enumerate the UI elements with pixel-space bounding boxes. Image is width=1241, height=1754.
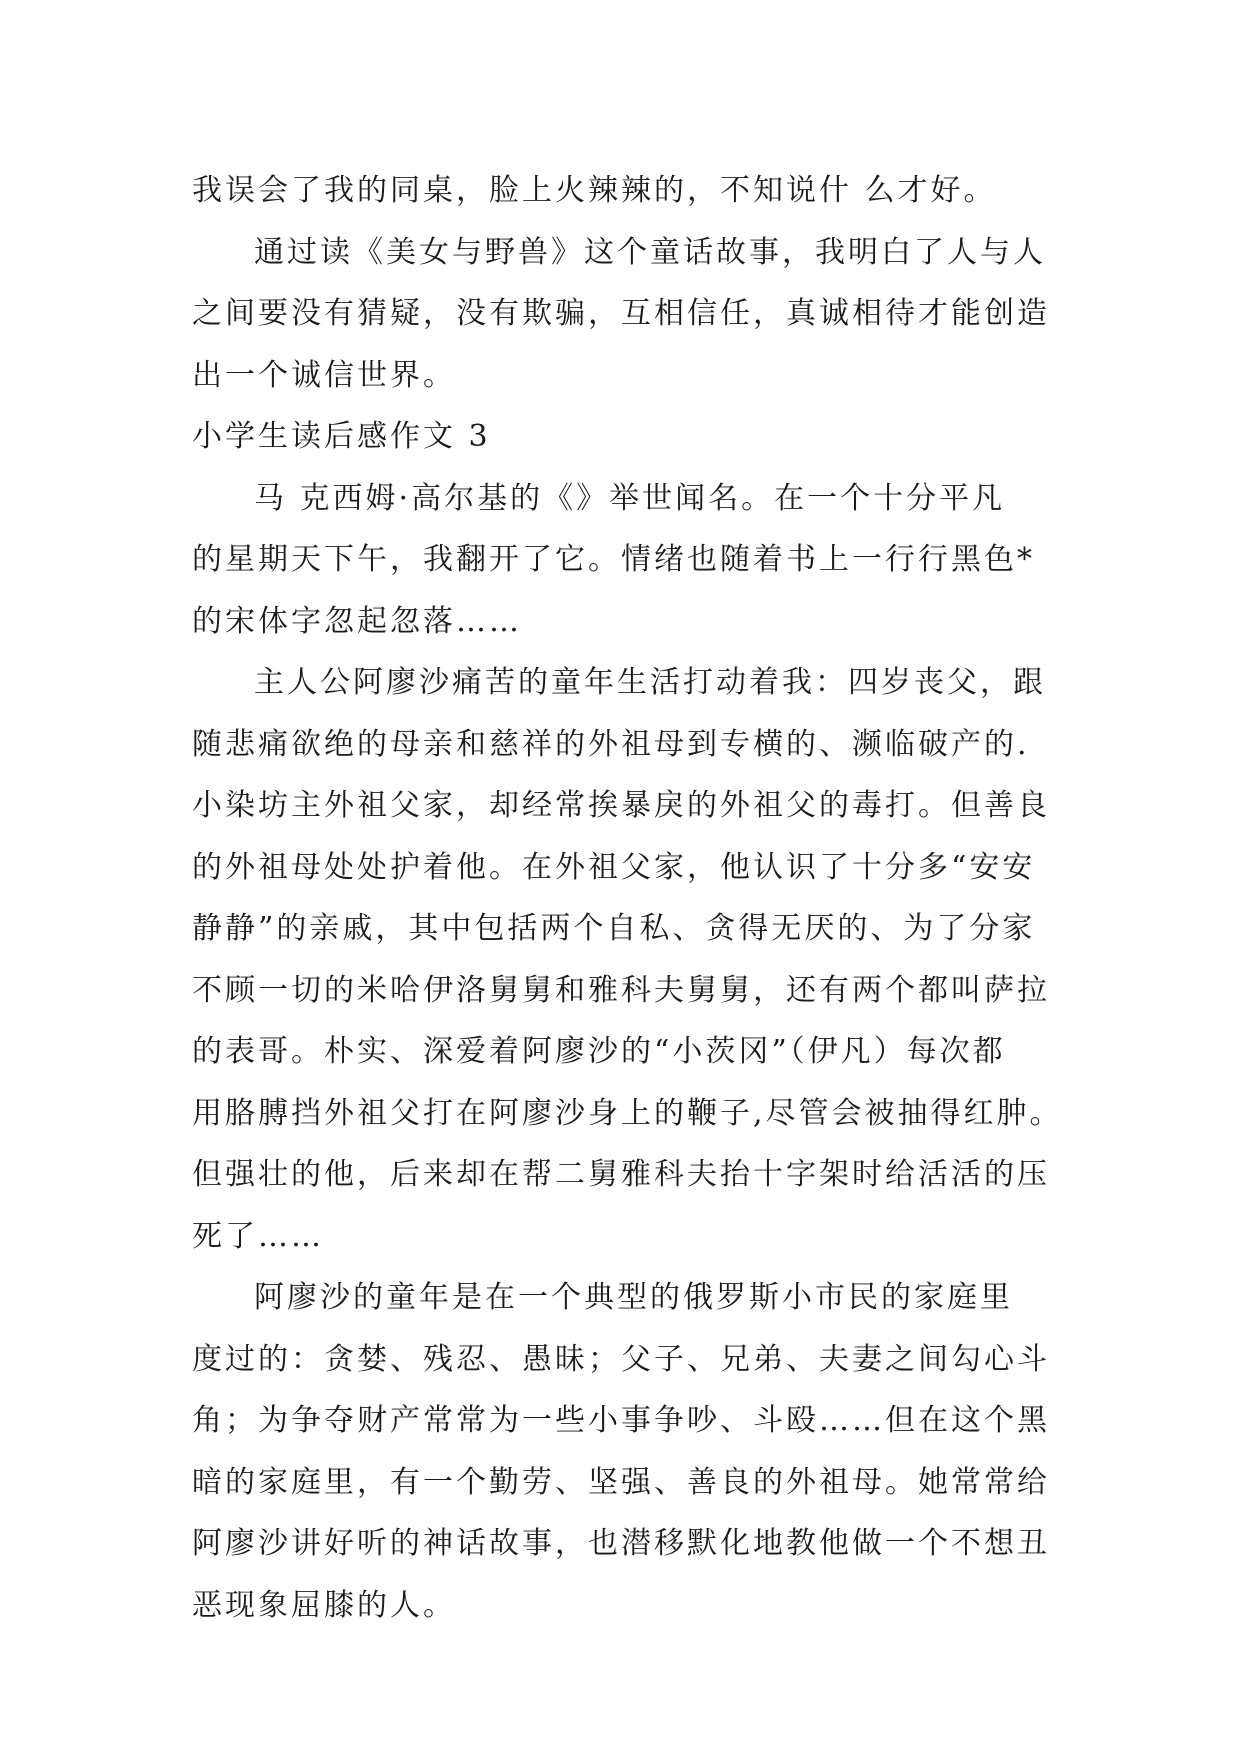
text-line: 出一个诚信世界。: [192, 357, 456, 393]
text-line: 我误会了我的同桌，脸上火辣辣的，不知说什 么才好。: [192, 173, 997, 208]
text-line: 小学生读后感作文 3: [192, 419, 491, 454]
text-line: 通过读《美女与野兽》这个童话故事，我明白了人与人: [254, 234, 1046, 270]
text-line: 用胳膊挡外祖父打在阿廖沙身上的鞭子,尽管会被抽得红肿。: [192, 1095, 1063, 1131]
text-line: 的外祖母处处护着他。在外祖父家，他认识了十分多“安安: [192, 849, 1036, 885]
text-line: 阿廖沙的童年是在一个典型的俄罗斯小市民的家庭里: [254, 1280, 1013, 1315]
text-line: 不顾一切的米哈伊洛舅舅和雅科夫舅舅，还有两个都叫萨拉: [192, 972, 1050, 1008]
text-line: 静静”的亲戚，其中包括两个自私、贪得无厌的、为了分家: [192, 911, 1036, 946]
text-line: 随悲痛欲绝的母亲和慈祥的外祖母到专横的、濒临破产的.: [192, 726, 1030, 762]
text-line: 度过的：贪婪、残忍、愚昧；父子、兄弟、夫妻之间勾心斗: [192, 1341, 1050, 1377]
text-line: 主人公阿廖沙痛苦的童年生活打动着我：四岁丧父，跟: [254, 665, 1046, 700]
text-line: 马 克西姆·高尔基的《》举世闻名。在一个十分平凡: [254, 480, 1006, 516]
text-line: 的表哥。朴实、深爱着阿廖沙的“小茨冈”（伊凡）每次都: [192, 1034, 1006, 1069]
text-line: 但强壮的他，后来却在帮二舅雅科夫抬十字架时给活活的压: [192, 1157, 1050, 1192]
text-line: 暗的家庭里，有一个勤劳、坚强、善良的外祖母。她常常给: [192, 1464, 1050, 1500]
text-line: 角；为争夺财产常常为一些小事争吵、斗殴……但在这个黑: [192, 1403, 1050, 1438]
text-line: 恶现象屈膝的人。: [192, 1587, 456, 1623]
text-line: 的宋体字忽起忽落……: [192, 603, 522, 639]
text-line: 阿廖沙讲好听的神话故事，也潜移默化地教他做一个不想丑: [192, 1526, 1050, 1561]
text-line: 小染坊主外祖父家，却经常挨暴戾的外祖父的毒打。但善良: [192, 788, 1050, 823]
document-body: [192, 160, 1063, 1636]
text-line: 之间要没有猜疑，没有欺骗，互相信任，真诚相待才能创造: [192, 296, 1050, 331]
text-line: 的星期天下午，我翻开了它。情绪也随着书上一行行黑色*: [192, 542, 1035, 577]
text-line: 死了……: [192, 1218, 324, 1254]
